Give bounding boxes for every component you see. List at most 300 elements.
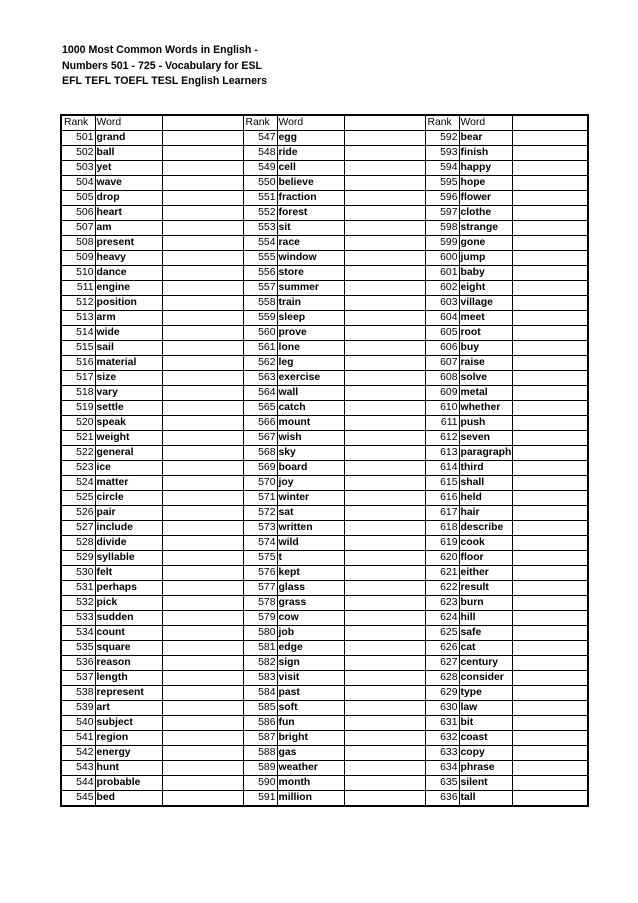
- empty-cell: [512, 431, 588, 446]
- empty-cell: [162, 596, 243, 611]
- rank-cell: 584: [243, 686, 277, 701]
- word-cell: bear: [459, 131, 512, 146]
- word-cell: pair: [95, 506, 162, 521]
- rank-cell: 608: [425, 371, 459, 386]
- empty-cell: [512, 746, 588, 761]
- table-row: [61, 176, 588, 191]
- empty-cell: [512, 521, 588, 536]
- rank-cell: 585: [243, 701, 277, 716]
- word-cell: village: [459, 296, 512, 311]
- rank-cell: 606: [425, 341, 459, 356]
- rank-cell: 633: [425, 746, 459, 761]
- empty-cell: [162, 146, 243, 161]
- rank-cell: 561: [243, 341, 277, 356]
- header-line-1: 1000 Most Common Words in English -: [62, 44, 258, 56]
- word-cell: board: [277, 461, 344, 476]
- empty-cell: [512, 296, 588, 311]
- word-cell: t: [277, 551, 344, 566]
- empty-cell: [344, 581, 425, 596]
- word-cell: cook: [459, 536, 512, 551]
- word-cell: wall: [277, 386, 344, 401]
- word-cell: baby: [459, 266, 512, 281]
- rank-cell: 502: [61, 146, 95, 161]
- word-cell: square: [95, 641, 162, 656]
- table-row: [61, 536, 588, 551]
- rank-cell: 619: [425, 536, 459, 551]
- table-row: [61, 326, 588, 341]
- word-cell: sudden: [95, 611, 162, 626]
- word-cell: leg: [277, 356, 344, 371]
- empty-cell: [512, 716, 588, 731]
- empty-cell: [344, 716, 425, 731]
- empty-cell: [512, 761, 588, 776]
- rank-cell: 598: [425, 221, 459, 236]
- word-cell: race: [277, 236, 344, 251]
- empty-cell: [512, 191, 588, 206]
- word-cell: ball: [95, 146, 162, 161]
- rank-cell: 538: [61, 686, 95, 701]
- word-cell: gone: [459, 236, 512, 251]
- rank-cell: 582: [243, 656, 277, 671]
- rank-cell: 600: [425, 251, 459, 266]
- word-cell: matter: [95, 476, 162, 491]
- empty-cell: [162, 416, 243, 431]
- word-cell: window: [277, 251, 344, 266]
- rank-cell: 512: [61, 296, 95, 311]
- empty-cell: [512, 386, 588, 401]
- empty-cell: [512, 596, 588, 611]
- word-cell: tall: [459, 791, 512, 807]
- table-row: [61, 221, 588, 236]
- empty-cell: [512, 221, 588, 236]
- empty-cell: [512, 701, 588, 716]
- rank-cell: 529: [61, 551, 95, 566]
- table-row: [61, 611, 588, 626]
- rank-cell: 597: [425, 206, 459, 221]
- rank-cell: 558: [243, 296, 277, 311]
- empty-cell: [512, 356, 588, 371]
- empty-cell: [344, 791, 425, 807]
- rank-cell: 544: [61, 776, 95, 791]
- word-cell: settle: [95, 401, 162, 416]
- rank-cell: 539: [61, 701, 95, 716]
- table-row: [61, 446, 588, 461]
- rank-cell: 514: [61, 326, 95, 341]
- word-cell: count: [95, 626, 162, 641]
- word-cell: lone: [277, 341, 344, 356]
- empty-cell: [344, 551, 425, 566]
- empty-cell: [512, 176, 588, 191]
- table-row: [61, 701, 588, 716]
- rank-cell: 601: [425, 266, 459, 281]
- rank-cell: 627: [425, 656, 459, 671]
- word-cell: strange: [459, 221, 512, 236]
- rank-cell: 552: [243, 206, 277, 221]
- empty-cell: [162, 431, 243, 446]
- word-cell: sail: [95, 341, 162, 356]
- word-cell: weight: [95, 431, 162, 446]
- rank-cell: 507: [61, 221, 95, 236]
- table-row: [61, 776, 588, 791]
- empty-cell: [162, 476, 243, 491]
- table-row: [61, 401, 588, 416]
- rank-cell: 545: [61, 791, 95, 807]
- rank-cell: 516: [61, 356, 95, 371]
- table-row: [61, 686, 588, 701]
- rank-cell: 551: [243, 191, 277, 206]
- rank-cell: 508: [61, 236, 95, 251]
- word-cell: paragraph: [459, 446, 512, 461]
- table-row: [61, 191, 588, 206]
- empty-cell: [344, 115, 425, 131]
- empty-cell: [162, 266, 243, 281]
- rank-cell: 612: [425, 431, 459, 446]
- table-row: [61, 491, 588, 506]
- rank-cell: 594: [425, 161, 459, 176]
- rank-cell: 541: [61, 731, 95, 746]
- rank-cell: 624: [425, 611, 459, 626]
- table-row: [61, 416, 588, 431]
- rank-cell: 626: [425, 641, 459, 656]
- rank-cell: 607: [425, 356, 459, 371]
- rank-cell: 578: [243, 596, 277, 611]
- rank-cell: 631: [425, 716, 459, 731]
- word-cell: art: [95, 701, 162, 716]
- word-cell: heart: [95, 206, 162, 221]
- rank-cell: 604: [425, 311, 459, 326]
- word-cell: million: [277, 791, 344, 807]
- rank-cell: 537: [61, 671, 95, 686]
- column-header-word: Word: [459, 115, 512, 131]
- column-header-rank: Rank: [243, 115, 277, 131]
- word-cell: shall: [459, 476, 512, 491]
- rank-cell: 515: [61, 341, 95, 356]
- word-cell: forest: [277, 206, 344, 221]
- empty-cell: [344, 686, 425, 701]
- rank-cell: 554: [243, 236, 277, 251]
- empty-cell: [512, 416, 588, 431]
- word-cell: divide: [95, 536, 162, 551]
- table-row: [61, 206, 588, 221]
- rank-cell: 565: [243, 401, 277, 416]
- empty-cell: [344, 566, 425, 581]
- rank-cell: 557: [243, 281, 277, 296]
- empty-cell: [344, 176, 425, 191]
- rank-cell: 590: [243, 776, 277, 791]
- word-cell: jump: [459, 251, 512, 266]
- word-cell: copy: [459, 746, 512, 761]
- rank-cell: 629: [425, 686, 459, 701]
- word-cell: soft: [277, 701, 344, 716]
- table-row: [61, 281, 588, 296]
- rank-cell: 620: [425, 551, 459, 566]
- word-cell: century: [459, 656, 512, 671]
- word-cell: result: [459, 581, 512, 596]
- empty-cell: [512, 656, 588, 671]
- rank-cell: 527: [61, 521, 95, 536]
- word-cell: hope: [459, 176, 512, 191]
- table-row: [61, 296, 588, 311]
- word-cell: mount: [277, 416, 344, 431]
- empty-cell: [162, 731, 243, 746]
- empty-cell: [344, 521, 425, 536]
- empty-cell: [162, 296, 243, 311]
- word-cell: weather: [277, 761, 344, 776]
- empty-cell: [512, 161, 588, 176]
- word-cell: push: [459, 416, 512, 431]
- rank-cell: 564: [243, 386, 277, 401]
- rank-cell: 519: [61, 401, 95, 416]
- rank-cell: 509: [61, 251, 95, 266]
- word-cell: third: [459, 461, 512, 476]
- empty-cell: [512, 341, 588, 356]
- empty-cell: [512, 446, 588, 461]
- rank-cell: 573: [243, 521, 277, 536]
- empty-cell: [162, 701, 243, 716]
- empty-cell: [162, 221, 243, 236]
- empty-cell: [512, 266, 588, 281]
- word-cell: root: [459, 326, 512, 341]
- empty-cell: [512, 536, 588, 551]
- table-row: [61, 386, 588, 401]
- empty-cell: [344, 386, 425, 401]
- rank-cell: 510: [61, 266, 95, 281]
- word-cell: wave: [95, 176, 162, 191]
- rank-cell: 506: [61, 206, 95, 221]
- empty-cell: [512, 551, 588, 566]
- empty-cell: [162, 191, 243, 206]
- word-cell: prove: [277, 326, 344, 341]
- rank-cell: 526: [61, 506, 95, 521]
- word-cell: visit: [277, 671, 344, 686]
- document-header: [62, 43, 362, 90]
- empty-cell: [162, 176, 243, 191]
- table-row: [61, 161, 588, 176]
- word-cell: sit: [277, 221, 344, 236]
- empty-cell: [344, 266, 425, 281]
- empty-cell: [162, 251, 243, 266]
- empty-cell: [344, 536, 425, 551]
- empty-cell: [162, 371, 243, 386]
- empty-cell: [344, 356, 425, 371]
- rank-cell: 583: [243, 671, 277, 686]
- rank-cell: 528: [61, 536, 95, 551]
- table-row: [61, 551, 588, 566]
- rank-cell: 547: [243, 131, 277, 146]
- empty-cell: [512, 506, 588, 521]
- rank-cell: 568: [243, 446, 277, 461]
- word-cell: metal: [459, 386, 512, 401]
- word-cell: kept: [277, 566, 344, 581]
- rank-cell: 595: [425, 176, 459, 191]
- word-cell: phrase: [459, 761, 512, 776]
- word-cell: safe: [459, 626, 512, 641]
- empty-cell: [344, 251, 425, 266]
- empty-cell: [162, 716, 243, 731]
- word-cell: bright: [277, 731, 344, 746]
- rank-cell: 613: [425, 446, 459, 461]
- empty-cell: [162, 386, 243, 401]
- rank-cell: 511: [61, 281, 95, 296]
- rank-cell: 575: [243, 551, 277, 566]
- empty-cell: [344, 746, 425, 761]
- rank-cell: 503: [61, 161, 95, 176]
- rank-cell: 559: [243, 311, 277, 326]
- rank-cell: 622: [425, 581, 459, 596]
- empty-cell: [512, 326, 588, 341]
- rank-cell: 535: [61, 641, 95, 656]
- empty-cell: [162, 446, 243, 461]
- word-cell: raise: [459, 356, 512, 371]
- empty-cell: [162, 641, 243, 656]
- empty-cell: [344, 461, 425, 476]
- word-cell: past: [277, 686, 344, 701]
- empty-cell: [162, 566, 243, 581]
- word-cell: type: [459, 686, 512, 701]
- empty-cell: [162, 311, 243, 326]
- empty-cell: [344, 731, 425, 746]
- word-cell: held: [459, 491, 512, 506]
- empty-cell: [344, 596, 425, 611]
- empty-cell: [162, 656, 243, 671]
- empty-cell: [344, 341, 425, 356]
- table-row: [61, 791, 588, 807]
- empty-cell: [162, 761, 243, 776]
- word-cell: silent: [459, 776, 512, 791]
- table-row: [61, 731, 588, 746]
- empty-cell: [162, 281, 243, 296]
- rank-cell: 501: [61, 131, 95, 146]
- word-cell: eight: [459, 281, 512, 296]
- empty-cell: [162, 491, 243, 506]
- word-cell: arm: [95, 311, 162, 326]
- empty-cell: [344, 416, 425, 431]
- table-row: [61, 476, 588, 491]
- empty-cell: [162, 356, 243, 371]
- word-cell: sat: [277, 506, 344, 521]
- rank-cell: 591: [243, 791, 277, 807]
- word-cell: bit: [459, 716, 512, 731]
- rank-cell: 523: [61, 461, 95, 476]
- rank-cell: 505: [61, 191, 95, 206]
- empty-cell: [344, 506, 425, 521]
- rank-cell: 623: [425, 596, 459, 611]
- empty-cell: [162, 746, 243, 761]
- empty-cell: [162, 686, 243, 701]
- table-row: [61, 236, 588, 251]
- rank-cell: 603: [425, 296, 459, 311]
- empty-cell: [162, 791, 243, 807]
- word-cell: buy: [459, 341, 512, 356]
- empty-cell: [512, 251, 588, 266]
- empty-cell: [512, 641, 588, 656]
- word-cell: fun: [277, 716, 344, 731]
- table-row: [61, 146, 588, 161]
- rank-cell: 531: [61, 581, 95, 596]
- word-cell: winter: [277, 491, 344, 506]
- word-cell: consider: [459, 671, 512, 686]
- table-row: [61, 581, 588, 596]
- word-cell: material: [95, 356, 162, 371]
- rank-cell: 524: [61, 476, 95, 491]
- table-row: [61, 716, 588, 731]
- word-cell: ice: [95, 461, 162, 476]
- word-cell: summer: [277, 281, 344, 296]
- table-row: [61, 506, 588, 521]
- table-row: [61, 671, 588, 686]
- empty-cell: [512, 401, 588, 416]
- empty-cell: [162, 326, 243, 341]
- empty-cell: [344, 311, 425, 326]
- rank-cell: 572: [243, 506, 277, 521]
- empty-cell: [162, 581, 243, 596]
- rank-cell: 614: [425, 461, 459, 476]
- table-row: [61, 596, 588, 611]
- table-header-row: [61, 115, 588, 131]
- header-line-2: Numbers 501 - 725 - Vocabulary for ESL: [62, 59, 262, 72]
- rank-cell: 635: [425, 776, 459, 791]
- empty-cell: [512, 281, 588, 296]
- table-row: [61, 641, 588, 656]
- rank-cell: 571: [243, 491, 277, 506]
- rank-cell: 549: [243, 161, 277, 176]
- empty-cell: [344, 656, 425, 671]
- rank-cell: 576: [243, 566, 277, 581]
- word-cell: felt: [95, 566, 162, 581]
- word-cell: ride: [277, 146, 344, 161]
- rank-cell: 533: [61, 611, 95, 626]
- rank-cell: 587: [243, 731, 277, 746]
- empty-cell: [162, 161, 243, 176]
- word-cell: position: [95, 296, 162, 311]
- empty-cell: [512, 311, 588, 326]
- empty-cell: [344, 281, 425, 296]
- rank-cell: 566: [243, 416, 277, 431]
- rank-cell: 611: [425, 416, 459, 431]
- table-row: [61, 266, 588, 281]
- word-cell: catch: [277, 401, 344, 416]
- rank-cell: 513: [61, 311, 95, 326]
- empty-cell: [344, 671, 425, 686]
- word-cell: law: [459, 701, 512, 716]
- word-cell: meet: [459, 311, 512, 326]
- rank-cell: 586: [243, 716, 277, 731]
- rank-cell: 543: [61, 761, 95, 776]
- table-row: [61, 746, 588, 761]
- empty-cell: [512, 611, 588, 626]
- rank-cell: 518: [61, 386, 95, 401]
- empty-cell: [344, 491, 425, 506]
- rank-cell: 542: [61, 746, 95, 761]
- rank-cell: 555: [243, 251, 277, 266]
- word-table: [60, 114, 589, 807]
- word-cell: grand: [95, 131, 162, 146]
- empty-cell: [344, 236, 425, 251]
- empty-cell: [344, 371, 425, 386]
- table-row: [61, 371, 588, 386]
- word-table-body: [61, 115, 588, 806]
- word-cell: hunt: [95, 761, 162, 776]
- empty-cell: [162, 611, 243, 626]
- rank-cell: 525: [61, 491, 95, 506]
- word-cell: solve: [459, 371, 512, 386]
- column-header-word: Word: [277, 115, 344, 131]
- rank-cell: 574: [243, 536, 277, 551]
- rank-cell: 588: [243, 746, 277, 761]
- word-cell: speak: [95, 416, 162, 431]
- word-cell: wild: [277, 536, 344, 551]
- rank-cell: 520: [61, 416, 95, 431]
